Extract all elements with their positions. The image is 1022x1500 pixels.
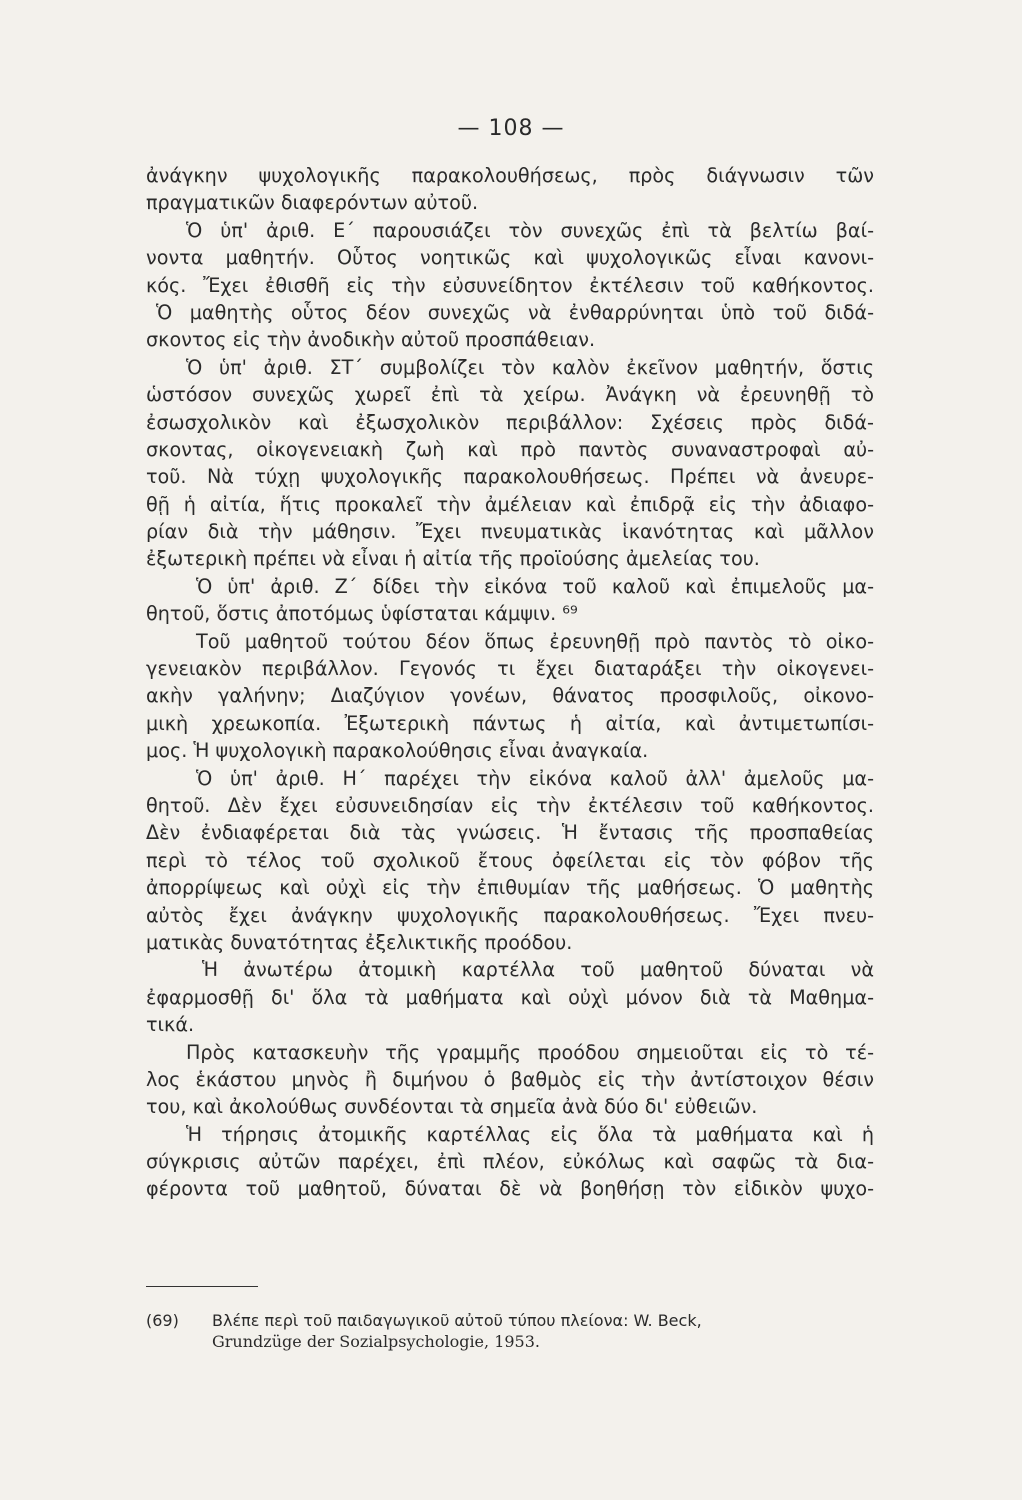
text-line: του, καὶ ἀκολούθως συνδέονται τὰ σημεῖα ἀνὰ δύο δι' εὐθειῶν.	[146, 1095, 758, 1119]
footnote-line	[146, 1310, 874, 1331]
text-line: αὐτὸς ἔχει ἀνάγκην ψυχολογικῆς παρακολουθήσεως. Ἔχει πνευ-	[146, 903, 874, 927]
text-line: πραγματικῶν διαφερόντων αὐτοῦ.	[146, 191, 479, 215]
text-line: σκοντας, οἰκογενειακὴ ζωὴ καὶ πρὸ παντὸς συναναστροφαὶ αὐ-	[146, 437, 874, 461]
footnote-rule	[146, 1286, 258, 1287]
text-line: λος ἑκάστου μηνὸς ἢ διμήνου ὁ βαθμὸς εἰς τὴν ἀντίστοιχον θέσιν	[146, 1067, 874, 1091]
text-line: Ὁ ὑπ' ἀριθ. ΣΤ΄ συμβολίζει τὸν καλὸν ἐκεῖνον μαθητήν, ὅστις	[186, 355, 874, 379]
text-line: Δὲν ἐνδιαφέρεται διὰ τὰς γνώσεις. Ἡ ἔντασις τῆς προσπαθείας	[146, 821, 874, 845]
text-line: γενειακὸν περιβάλλον. Γεγονός τι ἔχει διαταράξει τὴν οἰκογενει-	[146, 657, 874, 681]
text-line: Ὁ ὑπ' ἀριθ. Ε΄ παρουσιάζει τὸν συνεχῶς ἐπὶ τὰ βελτίω βαί-	[186, 218, 874, 242]
text-line: νοντα μαθητήν. Οὗτος νοητικῶς καὶ ψυχολογικῶς εἶναι κανονι-	[146, 246, 874, 270]
body-text	[146, 162, 874, 1203]
text-line: ἐσωσχολικὸν καὶ ἐξωσχολικὸν περιβάλλον: Σχέσεις πρὸς διδά-	[146, 410, 874, 434]
text-line: Ὁ ὑπ' ἀριθ. Ζ΄ δίδει τὴν εἰκόνα τοῦ καλοῦ καὶ ἐπιμελοῦς μα-	[196, 574, 874, 598]
text-line: ἐξωτερικὴ πρέπει νὰ εἶναι ἡ αἰτία τῆς προϊούσης ἀμελείας του.	[146, 547, 760, 571]
text-line: ὡστόσον συνεχῶς χωρεῖ ἐπὶ τὰ χείρω. Ἀνάγκη νὰ ἐρευνηθῇ τὸ	[146, 383, 874, 407]
footnote-text: Βλέπε περὶ τοῦ παιδαγωγικοῦ αὐτοῦ τύπου πλείονα: W. Beck,	[212, 1311, 702, 1330]
text-line: ἀνάγκην ψυχολογικῆς παρακολουθήσεως, πρὸς διάγνωσιν τῶν	[146, 164, 874, 187]
text-line: σκοντος εἰς τὴν ἀνοδικὴν αὐτοῦ προσπάθειαν.	[146, 328, 596, 352]
text-line: θῇ ἡ αἰτία, ἥτις προκαλεῖ τὴν ἀμέλειαν καὶ ἐπιδρᾷ εἰς τὴν ἀδιαφο-	[146, 492, 874, 516]
footnote-line: Grundzüge der Sozialpsychologie, 1953.	[212, 1332, 540, 1351]
text-line: Ὁ μαθητὴς οὗτος δέον συνεχῶς νὰ ἐνθαρρύνηται ὑπὸ τοῦ διδά-	[156, 300, 874, 324]
text-line: μος. Ἡ ψυχολογικὴ παρακολούθησις εἶναι ἀναγκαία.	[146, 739, 649, 763]
text-line: ματικὰς δυνατότητας ἐξελικτικῆς προόδου.	[146, 930, 573, 954]
text-line: Ὁ ὑπ' ἀριθ. Η΄ παρέχει τὴν εἰκόνα καλοῦ ἀλλ' ἀμελοῦς μα-	[196, 766, 874, 790]
text-line: Ἡ τήρησις ἀτομικῆς καρτέλλας εἰς ὅλα τὰ μαθήματα καὶ ἡ	[186, 1122, 874, 1146]
text-line: ἐφαρμοσθῇ δι' ὅλα τὰ μαθήματα καὶ οὐχὶ μόνον διὰ τὰ Μαθημα-	[146, 985, 874, 1009]
text-line: σύγκρισις αὐτῶν παρέχει, ἐπὶ πλέον, εὐκόλως καὶ σαφῶς τὰ δια-	[146, 1150, 874, 1174]
text-line: Ἡ ἀνωτέρω ἀτομικὴ καρτέλλα τοῦ μαθητοῦ δύναται νὰ	[202, 958, 874, 982]
text-line: τοῦ. Νὰ τύχῃ ψυχολογικῆς παρακολουθήσεως. Πρέπει νὰ ἀνευρε-	[146, 465, 874, 489]
text-line: περὶ τὸ τέλος τοῦ σχολικοῦ ἔτους ὀφείλεται εἰς τὸν φόβον τῆς	[146, 848, 874, 872]
text-line: ρίαν διὰ τὴν μάθησιν. Ἔχει πνευματικὰς ἱκανότητας καὶ μᾶλλον	[146, 520, 874, 544]
text-line: ἀπορρίψεως καὶ οὐχὶ εἰς τὴν ἐπιθυμίαν τῆς μαθήσεως. Ὁ μαθητὴς	[146, 876, 874, 900]
text-line: θητοῦ, ὅστις ἀποτόμως ὑφίσταται κάμψιν. ⁶⁹	[146, 602, 578, 626]
text-line: θητοῦ. Δὲν ἔχει εὐσυνειδησίαν εἰς τὴν ἐκτέλεσιν τοῦ καθήκοντος.	[146, 793, 874, 817]
text-line: κός. Ἔχει ἐθισθῆ εἰς τὴν εὐσυνείδητον ἐκτέλεσιν τοῦ καθήκοντος.	[146, 273, 874, 297]
text-line: φέροντα τοῦ μαθητοῦ, δύναται δὲ νὰ βοηθήσῃ τὸν εἰδικὸν ψυχο-	[146, 1177, 874, 1201]
footnote	[146, 1310, 874, 1352]
footnote-marker: (69)	[146, 1311, 179, 1330]
text-line: ακὴν γαλήνην; Διαζύγιον γονέων, θάνατος προσφιλοῦς, οἰκονο-	[146, 684, 874, 708]
text-line: Τοῦ μαθητοῦ τούτου δέον ὅπως ἐρευνηθῇ πρὸ παντὸς τὸ οἰκο-	[196, 629, 874, 653]
text-line: μικὴ χρεωκοπία. Ἐξωτερικὴ πάντως ἡ αἰτία, καὶ ἀντιμετωπίσι-	[146, 711, 874, 735]
text-line: τικά.	[146, 1013, 195, 1037]
text-line: Πρὸς κατασκευὴν τῆς γραμμῆς προόδου σημειοῦται εἰς τὸ τέ-	[186, 1040, 874, 1064]
page-number: — 108 —	[457, 116, 565, 141]
